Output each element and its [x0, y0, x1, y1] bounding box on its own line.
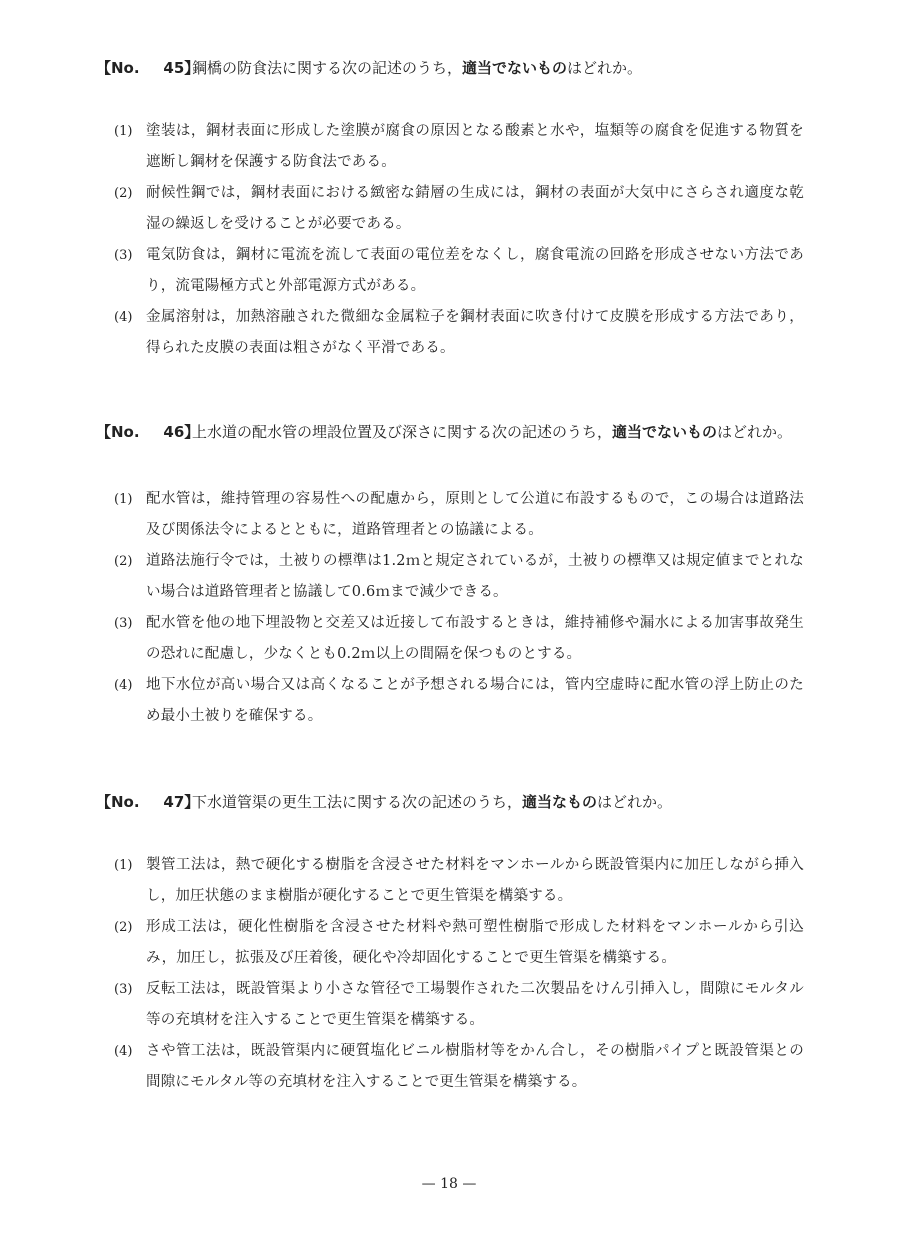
- option-item: [96, 116, 804, 178]
- question-emphasis: 適当でないもの: [462, 59, 568, 77]
- question-number: [96, 420, 200, 444]
- option-item: [96, 302, 804, 364]
- option-text: 配水管は，維持管理の容易性への配慮から，原則として公道に布設するもので，この場合は道路法及び関係法令によるとともに，道路管理者との協議による。: [146, 491, 804, 538]
- question-46: [96, 420, 804, 732]
- question-text: 鋼橋の防食法に関する次の記述のうち，適当でないものはどれか。: [192, 59, 643, 77]
- option-number: (2): [114, 186, 133, 201]
- question-num: 45】: [163, 59, 200, 77]
- option-text: 電気防食は，鋼材に電流を流して表面の電位差をなくし，腐食電流の回路を形成させない方法であり，流電陽極方式と外部電源方式がある。: [146, 247, 804, 294]
- option-item: [96, 1036, 804, 1098]
- question-header: [96, 56, 804, 80]
- option-number: (4): [114, 310, 133, 325]
- option-text: 金属溶射は，加熱溶融された微細な金属粒子を鋼材表面に吹き付けて皮膜を形成する方法であり，得られた皮膜の表面は粗さがなく平滑である。: [146, 309, 804, 356]
- option-item: [96, 608, 804, 670]
- option-number: (2): [114, 554, 133, 569]
- option-item: [96, 912, 804, 974]
- option-text: 塗装は，鋼材表面に形成した塗膜が腐食の原因となる酸素と水や，塩類等の腐食を促進する物質を遮断し鋼材を保護する防食法である。: [146, 123, 804, 170]
- option-item: [96, 240, 804, 302]
- option-item: [96, 178, 804, 240]
- question-number: [96, 56, 200, 80]
- question-num: 46】: [163, 423, 200, 441]
- question-label: 【No.: [96, 423, 140, 441]
- option-number: (1): [114, 858, 133, 873]
- option-text: 形成工法は，硬化性樹脂を含浸させた材料や熱可塑性樹脂で形成した材料をマンホールから引込み，加圧し，拡張及び圧着後，硬化や冷却固化することで更生管渠を構築する。: [146, 919, 804, 966]
- option-number: (3): [114, 616, 133, 631]
- option-text: 配水管を他の地下埋設物と交差又は近接して布設するときは，維持補修や漏水による加害事故発生の恐れに配慮し，少なくとも0.2ｍ以上の間隔を保つものとする。: [146, 615, 804, 662]
- option-list: [96, 484, 804, 732]
- question-text: 上水道の配水管の埋設位置及び深さに関する次の記述のうち，適当でないものはどれか。: [192, 423, 793, 441]
- option-number: (4): [114, 678, 133, 693]
- option-text: 反転工法は，既設管渠より小さな管径で工場製作された二次製品をけん引挿入し，間隙にモルタル等の充填材を注入することで更生管渠を構築する。: [146, 981, 804, 1028]
- question-label: 【No.: [96, 793, 140, 811]
- question-num: 47】: [163, 793, 200, 811]
- option-list: [96, 850, 804, 1098]
- page-number: — 18 —: [421, 1176, 477, 1192]
- question-47: [96, 790, 804, 1098]
- option-text: 製管工法は，熱で硬化する樹脂を含浸させた材料をマンホールから既設管渠内に加圧しながら挿入し，加圧状態のまま樹脂が硬化することで更生管渠を構築する。: [146, 857, 804, 904]
- option-number: (2): [114, 920, 133, 935]
- option-number: (1): [114, 124, 133, 139]
- option-number: (3): [114, 248, 133, 263]
- option-text: 道路法施行令では，土被りの標準は1.2ｍと規定されているが，土被りの標準又は規定値までとれない場合は道路管理者と協議して0.6ｍまで減少できる。: [146, 553, 804, 600]
- question-header: [96, 420, 804, 444]
- question-45: [96, 56, 804, 364]
- option-item: [96, 974, 804, 1036]
- question-header: [96, 790, 804, 814]
- option-number: (3): [114, 982, 133, 997]
- option-list: [96, 116, 804, 364]
- question-text: 下水道管渠の更生工法に関する次の記述のうち，適当なものはどれか。: [192, 793, 673, 811]
- option-text: 地下水位が高い場合又は高くなることが予想される場合には，管内空虚時に配水管の浮上防止のため最小土被りを確保する。: [146, 677, 804, 724]
- question-emphasis: 適当なもの: [522, 793, 598, 811]
- option-item: [96, 484, 804, 546]
- option-item: [96, 850, 804, 912]
- option-item: [96, 670, 804, 732]
- option-item: [96, 546, 804, 608]
- question-number: [96, 790, 200, 814]
- option-number: (4): [114, 1044, 133, 1059]
- question-label: 【No.: [96, 59, 140, 77]
- question-emphasis: 適当でないもの: [612, 423, 718, 441]
- option-text: さや管工法は，既設管渠内に硬質塩化ビニル樹脂材等をかん合し，その樹脂パイプと既設管渠との間隙にモルタル等の充填材を注入することで更生管渠を構築する。: [146, 1043, 804, 1090]
- option-text: 耐候性鋼では，鋼材表面における緻密な錆層の生成には，鋼材の表面が大気中にさらされ適度な乾湿の繰返しを受けることが必要である。: [146, 185, 804, 232]
- option-number: (1): [114, 492, 133, 507]
